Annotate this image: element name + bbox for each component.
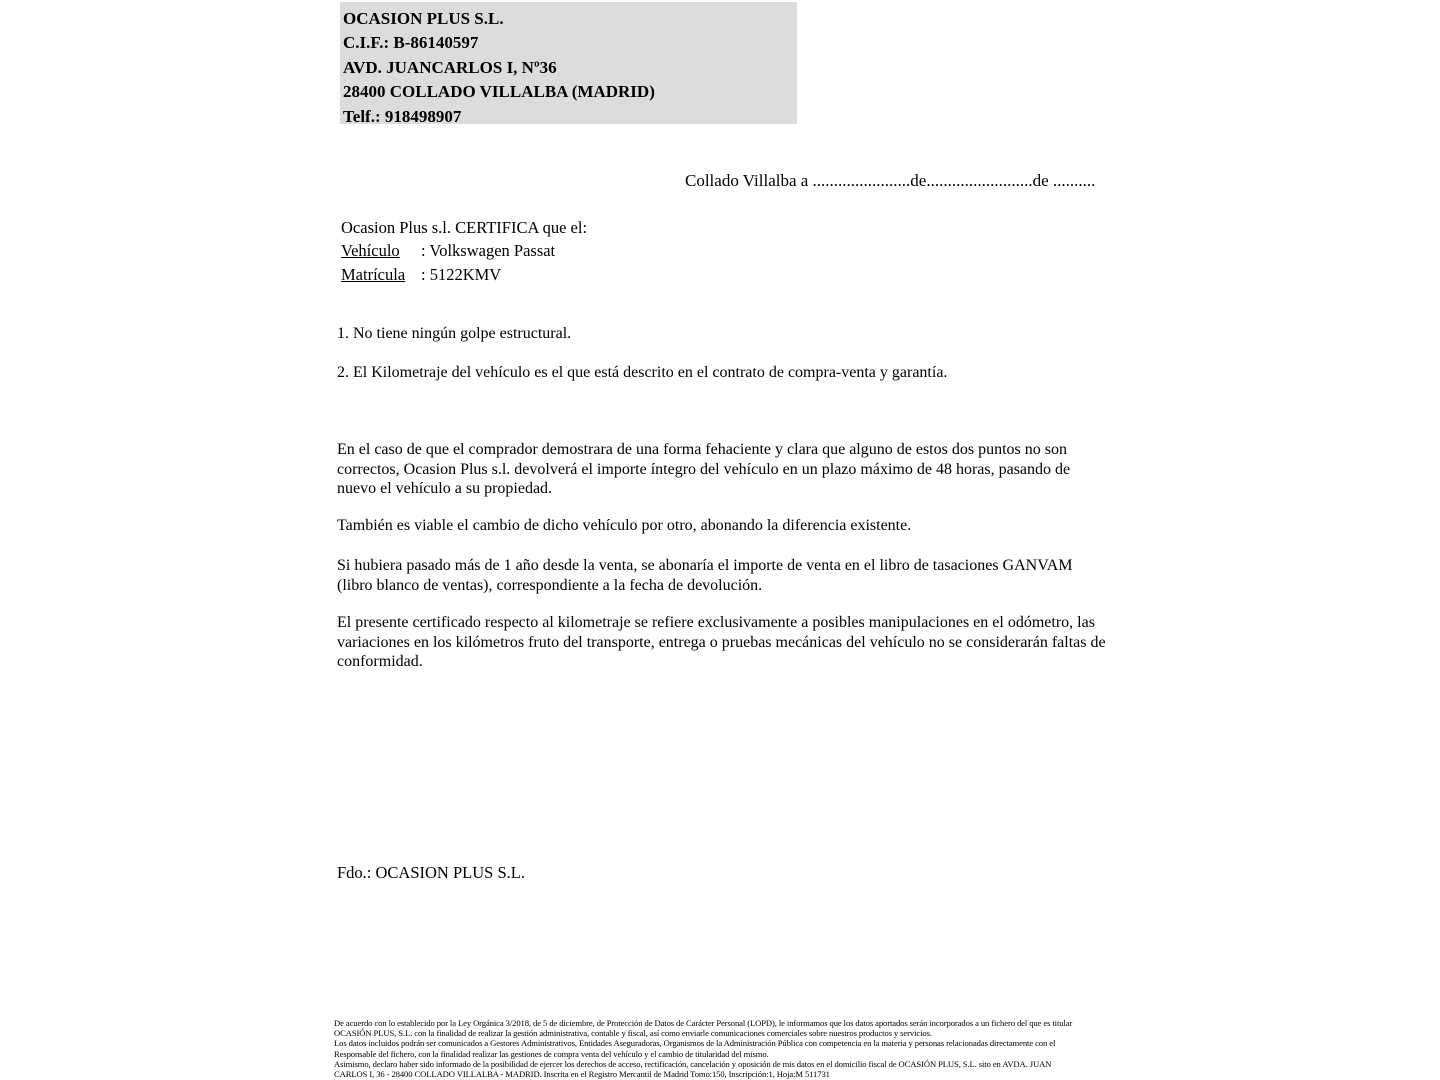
signature-line: Fdo.: OCASION PLUS S.L. (337, 863, 525, 882)
refund-paragraph: En el caso de que el comprador demostrara de una forma fehaciente y clara que alguno de estos dos puntos no son correctos, Ocasion Plus s.l. devolverá el importe íntegro del vehículo en un plazo máximo de 48 horas, pasando de nuevo el vehículo a su propiedad. (337, 441, 1071, 498)
company-name: OCASION PLUS S.L. (343, 9, 504, 28)
odometer-paragraph: El presente certificado respecto al kilometraje se refiere exclusivamente a posibles manipulaciones en el odómetro, las variaciones en los kilómetros fruto del transporte, entrega o pruebas mecánicas del vehículo no se considerarán faltas de conformidad. (337, 614, 1106, 671)
plate-label: Matrícula (341, 264, 406, 284)
fine-print-line-4: Responsable del fichero, con la finalidad realizar las gestiones de compra venta del vehículo y el cambio de titularidad del mismo. (334, 1048, 769, 1059)
plate-value: : 5122KMV (421, 264, 502, 284)
vehicle-value: : Volkswagen Passat (421, 241, 556, 261)
plate-field-row (341, 263, 587, 286)
fine-print-line-1: De acuerdo con lo establecido por la Ley Orgánica 3/2018, de 5 de diciembre, de Protección de Datos de Carácter Personal (LOPD), le informamos que los datos aportados serán incorporados a un fichero del que es titular (334, 1018, 1073, 1028)
fine-print-line-5: Asimismo, declaro haber sido informado de la posibilidad de ejercer los derechos de acceso, rectificación, cancelación y oposición de mis datos en el domicilio fiscal de OCASIÓN PLUS, S.L. sito en AVDA. JUAN (334, 1058, 1052, 1069)
certifies-intro: Ocasion Plus s.l. CERTIFICA que el: (341, 218, 588, 237)
certification-block (341, 216, 587, 286)
company-address: AVD. JUANCARLOS I, Nº36 (343, 57, 557, 77)
vehicle-field-row (341, 239, 587, 262)
vehicle-label: Vehículo (341, 241, 400, 261)
ganvam-paragraph: Si hubiera pasado más de 1 año desde la venta, se abonaría el importe de venta en el libro de tasaciones GANVAM (libro blanco de ventas), correspondiente a la fecha de devolución. (337, 557, 1073, 594)
company-header-box (340, 2, 797, 124)
company-cif: C.I.F.: B-86140597 (343, 33, 479, 53)
fine-print-line-3: Los datos incluidos podrán ser comunicados a Gestores Administrativos, Entidades Aseguradoras, Organismos de la Administración Pública con competencia en la materia y personas relacionadas directamente con el (334, 1038, 1056, 1049)
certified-point-2: 2. El Kilometraje del vehículo es el que está descrito en el contrato de compra-venta y garantía. (337, 364, 948, 381)
exchange-paragraph: También es viable el cambio de dicho vehículo por otro, abonando la diferencia existente. (337, 517, 912, 534)
company-phone: Telf.: 918498907 (343, 106, 462, 126)
date-line: Collado Villalba a .......................de.........................de .......... (685, 171, 1096, 190)
company-city: 28400 COLLADO VILLALBA (MADRID) (343, 82, 655, 102)
certified-point-1: 1. No tiene ningún golpe estructural. (337, 325, 572, 342)
fine-print-line-2: OCASIÓN PLUS, S.L. con la finalidad de realizar la gestión administrativa, contable y fiscal, así como enviarle comunicaciones comerciales sobre nuestros productos y servicios. (334, 1028, 932, 1039)
fine-print-line-6: CARLOS I, 36 - 28400 COLLADO VILLALBA - MADRID. Inscrita en el Registro Mercantil de Madrid Tomo:150, Inscripción:1, Hoja:M 511731 (334, 1069, 830, 1080)
legal-fine-print (334, 1018, 1072, 1079)
